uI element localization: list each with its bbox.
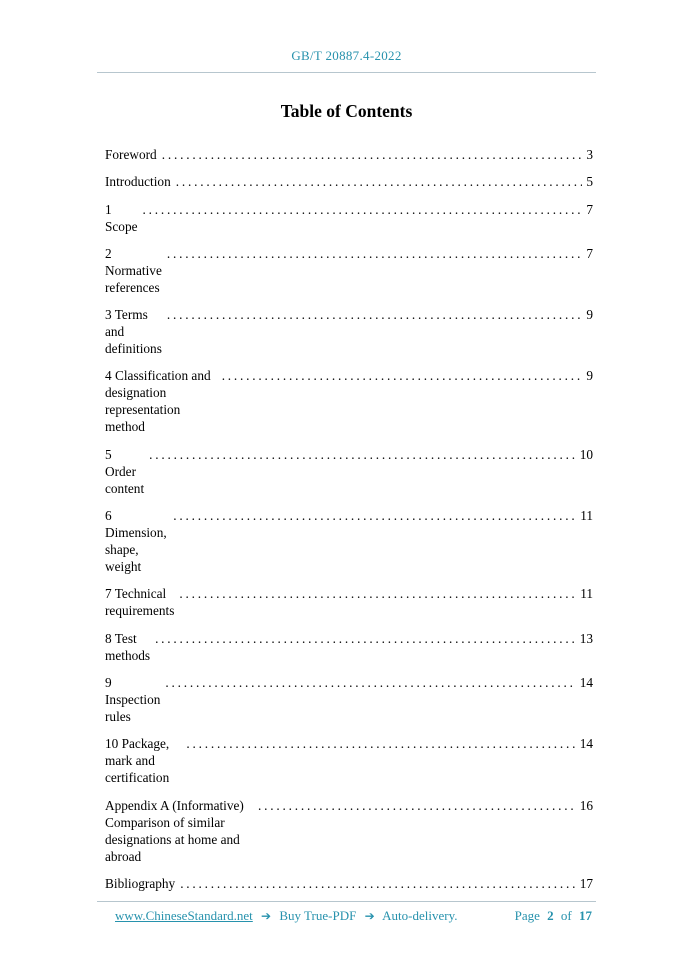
toc-entry-page: 9 — [586, 307, 593, 323]
header-divider — [97, 72, 596, 73]
toc-entry — [105, 507, 593, 575]
footer-promo-line — [115, 908, 458, 924]
toc-entry-label: Appendix A (Informative) Comparison of similar designations at home and abroad — [105, 797, 244, 864]
toc-entry — [105, 367, 593, 435]
current-page-number: 2 — [547, 908, 554, 923]
document-number: GB/T 20887.4-2022 — [291, 48, 402, 63]
toc-entry — [105, 630, 593, 664]
toc-entry — [105, 674, 593, 725]
toc-dot-leader — [180, 875, 576, 892]
toc-entry-page: 7 — [586, 201, 593, 217]
auto-delivery-label: Auto-delivery. — [382, 908, 458, 923]
toc-entry-page: 3 — [586, 147, 593, 162]
toc-entry-page: 11 — [580, 586, 593, 602]
toc-dot-leader — [173, 507, 576, 524]
page-header — [97, 48, 596, 73]
toc-entry-page: 10 — [579, 446, 593, 462]
toc-entry-page: 13 — [579, 630, 593, 646]
toc-entry-label: 3 Terms and definitions — [105, 307, 162, 357]
toc-dot-leader — [149, 446, 576, 463]
toc-entry-label: 10 Package, mark and certification — [105, 736, 170, 786]
toc-entry — [105, 173, 593, 190]
toc-entry-label: 5 Order content — [105, 446, 145, 496]
total-pages-number: 17 — [579, 908, 592, 923]
toc-entry — [105, 146, 593, 163]
toc-dot-leader — [167, 245, 582, 262]
toc-entry-page: 14 — [579, 674, 593, 690]
toc-entry-label: 9 Inspection rules — [105, 674, 161, 724]
toc-entry-label: 4 Classification and designation representation method — [105, 368, 211, 435]
toc-entry — [105, 875, 593, 892]
toc-entry-label: 7 Technical requirements — [105, 586, 175, 619]
page-title: Table of Contents — [280, 101, 413, 121]
toc-entry — [105, 585, 593, 619]
toc-entry-label: Foreword — [105, 147, 157, 162]
toc-dot-leader — [176, 173, 583, 190]
toc-entry — [105, 735, 593, 786]
toc-dot-leader — [155, 630, 576, 647]
toc-entry-page: 16 — [579, 797, 593, 813]
toc-list — [105, 146, 593, 902]
toc-entry — [105, 797, 593, 865]
toc-dot-leader — [222, 367, 583, 384]
toc-entry-label: 6 Dimension, shape, weight — [105, 508, 167, 575]
of-word: of — [560, 908, 572, 923]
toc-dot-leader — [162, 146, 583, 163]
right-arrow-icon: ➔ — [261, 909, 272, 923]
toc-entry-label: 2 Normative references — [105, 245, 162, 295]
toc-entry — [105, 201, 593, 235]
toc-dot-leader — [258, 797, 576, 814]
page-word: Page — [514, 908, 540, 923]
chinesestandard-link[interactable]: www.ChineseStandard.net — [115, 908, 253, 923]
toc-entry-page: 9 — [586, 368, 593, 384]
toc-entry-label: Bibliography — [105, 875, 176, 891]
toc-entry-page: 17 — [579, 875, 593, 891]
toc-entry-page: 11 — [580, 508, 593, 524]
toc-entry-page: 7 — [586, 245, 593, 261]
footer-divider — [97, 901, 596, 902]
right-arrow-icon: ➔ — [364, 909, 375, 923]
toc-dot-leader — [142, 201, 582, 218]
toc-entry-label: 8 Test methods — [105, 630, 151, 663]
toc-entry-page: 5 — [586, 174, 593, 190]
toc-dot-leader — [167, 306, 582, 323]
toc-dot-leader — [165, 674, 575, 691]
buy-true-pdf-label: Buy True-PDF — [279, 908, 357, 923]
page-indicator — [515, 908, 592, 924]
toc-entry — [105, 306, 593, 357]
toc-dot-leader — [186, 735, 575, 752]
page-footer — [97, 901, 596, 924]
toc-dot-leader — [179, 585, 576, 602]
toc-entry — [105, 245, 593, 296]
toc-entry — [105, 446, 593, 497]
toc-entry-page: 14 — [579, 736, 593, 752]
toc-entry-label: 1 Scope — [105, 201, 138, 234]
toc-entry-label: Introduction — [105, 174, 171, 190]
